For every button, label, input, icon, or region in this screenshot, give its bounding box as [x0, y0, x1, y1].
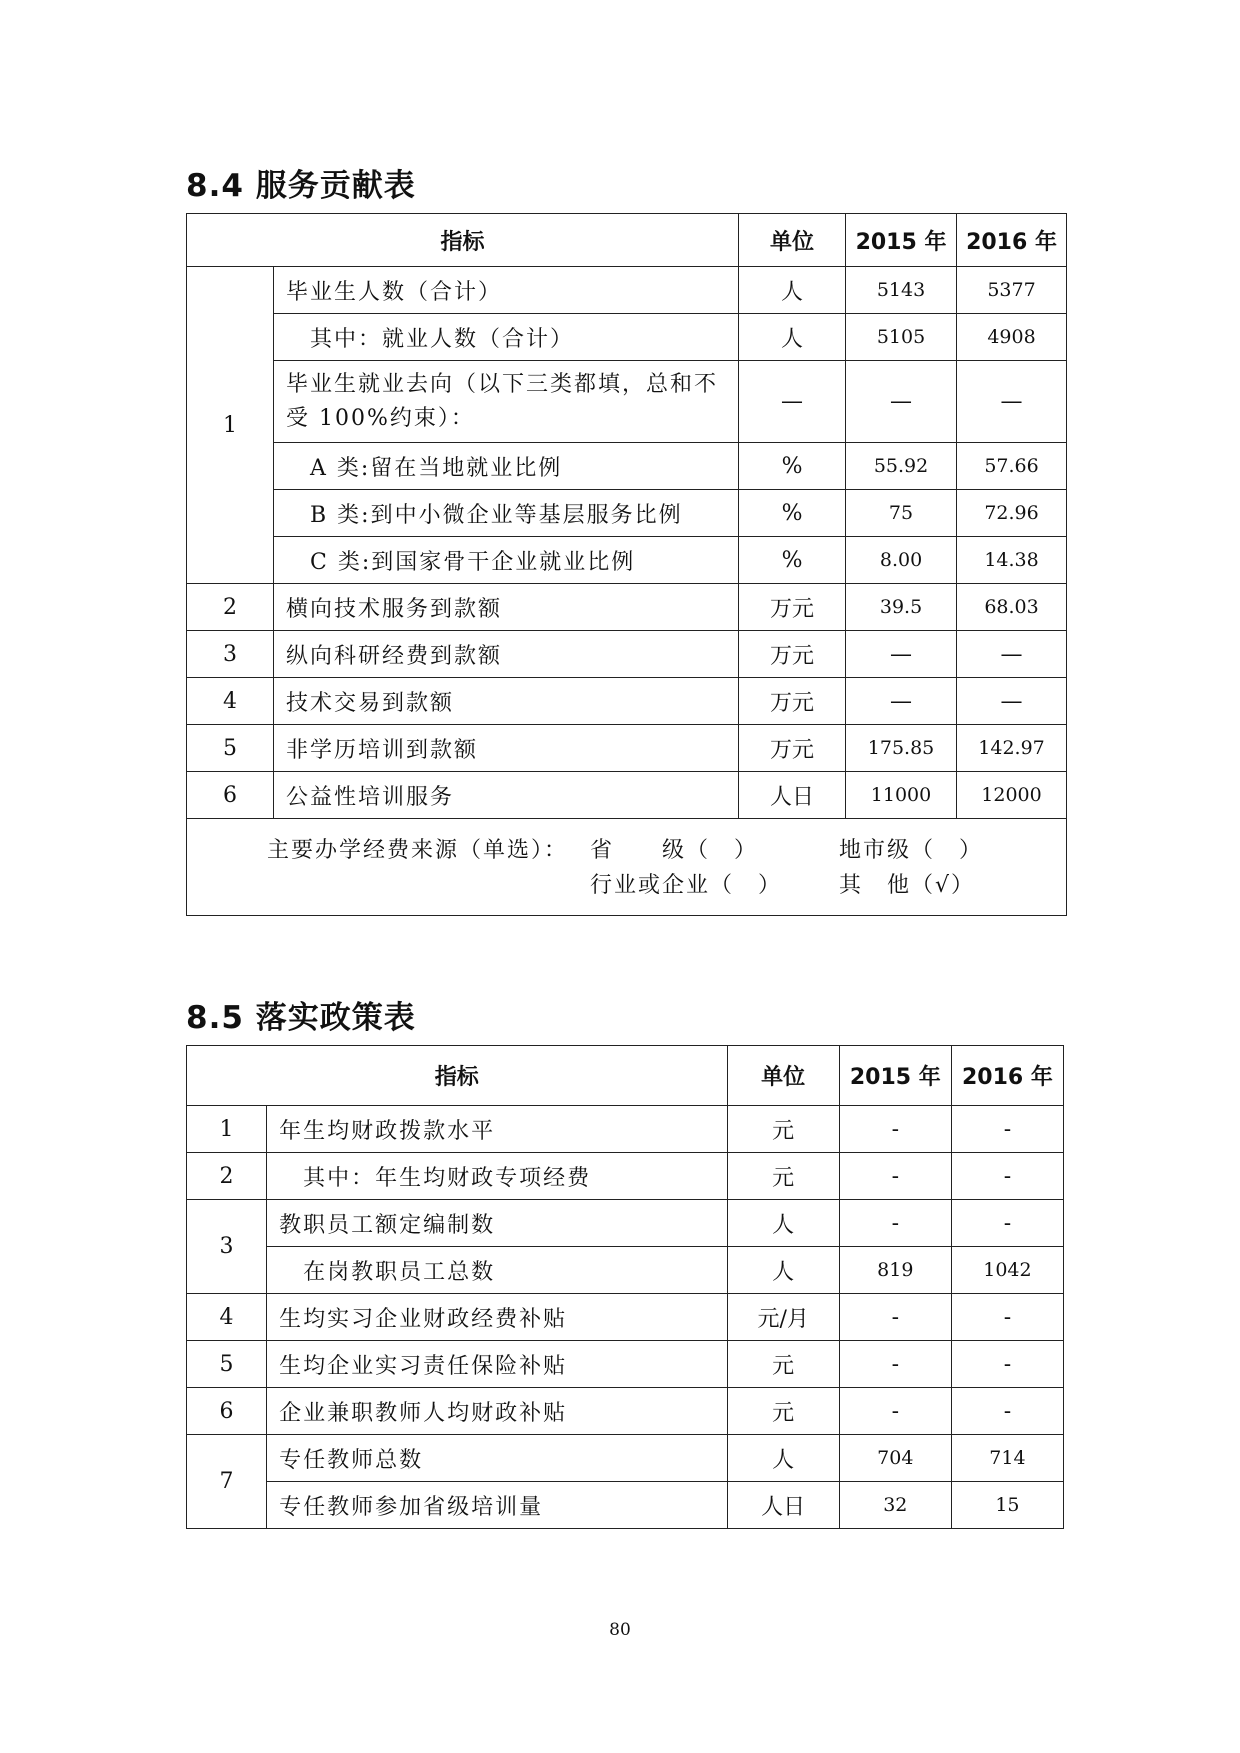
value-2015: 32	[839, 1482, 951, 1529]
row-label: 毕业生就业去向（以下三类都填，总和不受 100%约束）：	[274, 361, 739, 443]
table-row	[187, 678, 1067, 725]
row-unit: %	[739, 443, 846, 490]
table-row	[187, 1153, 1064, 1200]
table-row	[187, 443, 1067, 490]
table-row	[187, 1388, 1064, 1435]
value-2016: -	[951, 1388, 1063, 1435]
page-number: 80	[609, 1620, 631, 1640]
value-2015: —	[846, 678, 957, 725]
row-number: 4	[187, 678, 274, 725]
value-2016: 68.03	[957, 584, 1067, 631]
table-row	[187, 1341, 1064, 1388]
value-2015: -	[839, 1341, 951, 1388]
header-2016: 2016 年	[951, 1046, 1063, 1106]
value-2015: -	[839, 1294, 951, 1341]
value-2015: 55.92	[846, 443, 957, 490]
value-2015: 819	[839, 1247, 951, 1294]
row-number: 4	[187, 1294, 267, 1341]
row-unit: 元	[727, 1388, 839, 1435]
row-label: 专任教师参加省级培训量	[267, 1482, 728, 1529]
service-contribution-title: 8.4 服务贡献表	[186, 168, 416, 204]
table-row	[187, 631, 1067, 678]
header-indicator: 指标	[187, 1046, 728, 1106]
row-label: 公益性培训服务	[274, 772, 739, 819]
row-label: 技术交易到款额	[274, 678, 739, 725]
value-2016: -	[951, 1200, 1063, 1247]
table-row	[187, 1247, 1064, 1294]
row-label: 横向技术服务到款额	[274, 584, 739, 631]
funding-option-industry: 行业或企业（ ）	[590, 873, 783, 898]
table-row	[187, 772, 1067, 819]
value-2016: 14.38	[957, 537, 1067, 584]
table-row	[187, 361, 1067, 443]
row-label: 其中：就业人数（合计）	[274, 314, 739, 361]
row-label: 年生均财政拨款水平	[267, 1106, 728, 1153]
value-2016: 4908	[957, 314, 1067, 361]
row-unit: 元	[727, 1153, 839, 1200]
value-2016: 12000	[957, 772, 1067, 819]
row-unit: 人	[727, 1435, 839, 1482]
row-label: 企业兼职教师人均财政补贴	[267, 1388, 728, 1435]
value-2015: -	[839, 1200, 951, 1247]
header-2016: 2016 年	[957, 214, 1067, 267]
table-header-row	[187, 1046, 1064, 1106]
value-2016: —	[957, 631, 1067, 678]
row-label: 非学历培训到款额	[274, 725, 739, 772]
row-unit: 万元	[739, 584, 846, 631]
row-number: 5	[187, 725, 274, 772]
row-unit: 万元	[739, 631, 846, 678]
table-row	[187, 1106, 1064, 1153]
header-unit: 单位	[727, 1046, 839, 1106]
value-2015: —	[846, 631, 957, 678]
value-2015: -	[839, 1153, 951, 1200]
value-2015: 75	[846, 490, 957, 537]
row-unit: —	[739, 361, 846, 443]
header-unit: 单位	[739, 214, 846, 267]
table-row	[187, 537, 1067, 584]
row-unit: %	[739, 537, 846, 584]
value-2016: -	[951, 1153, 1063, 1200]
row-unit: 元	[727, 1106, 839, 1153]
row-unit: 人日	[739, 772, 846, 819]
value-2016: —	[957, 361, 1067, 443]
funding-option-province: 省 级（ ）	[590, 838, 759, 863]
table-row	[187, 725, 1067, 772]
row-number: 2	[187, 584, 274, 631]
row-unit: %	[739, 490, 846, 537]
value-2016: 1042	[951, 1247, 1063, 1294]
value-2015: 39.5	[846, 584, 957, 631]
value-2016: 57.66	[957, 443, 1067, 490]
service-contribution-table	[186, 213, 1067, 916]
row-unit: 元	[727, 1341, 839, 1388]
row-label: A 类:留在当地就业比例	[274, 443, 739, 490]
table-row	[187, 1200, 1064, 1247]
table-row	[187, 1294, 1064, 1341]
policy-implementation-table	[186, 1045, 1064, 1529]
row-unit: 万元	[739, 678, 846, 725]
row-unit: 人	[739, 314, 846, 361]
table-row	[187, 1435, 1064, 1482]
row-number: 1	[187, 267, 274, 584]
header-2015: 2015 年	[839, 1046, 951, 1106]
value-2016: -	[951, 1341, 1063, 1388]
value-2016: -	[951, 1294, 1063, 1341]
row-label: B 类:到中小微企业等基层服务比例	[274, 490, 739, 537]
value-2015: -	[839, 1106, 951, 1153]
row-label: 生均实习企业财政经费补贴	[267, 1294, 728, 1341]
policy-implementation-title: 8.5 落实政策表	[186, 1000, 416, 1036]
row-unit: 人	[739, 267, 846, 314]
row-unit: 人	[727, 1200, 839, 1247]
value-2016: 142.97	[957, 725, 1067, 772]
row-label: C 类:到国家骨干企业就业比例	[274, 537, 739, 584]
table-row	[187, 1482, 1064, 1529]
row-label: 在岗教职员工总数	[267, 1247, 728, 1294]
value-2015: 11000	[846, 772, 957, 819]
row-unit: 人	[727, 1247, 839, 1294]
row-label: 纵向科研经费到款额	[274, 631, 739, 678]
value-2016: -	[951, 1106, 1063, 1153]
row-unit: 人日	[727, 1482, 839, 1529]
value-2016: 72.96	[957, 490, 1067, 537]
row-number: 3	[187, 1200, 267, 1294]
value-2015: 8.00	[846, 537, 957, 584]
funding-prompt: 主要办学经费来源（单选）：	[267, 838, 569, 863]
funding-source-cell	[187, 819, 1067, 916]
row-number: 5	[187, 1341, 267, 1388]
row-unit: 万元	[739, 725, 846, 772]
value-2016: 714	[951, 1435, 1063, 1482]
row-number: 2	[187, 1153, 267, 1200]
row-number: 7	[187, 1435, 267, 1529]
table-row	[187, 584, 1067, 631]
value-2015: -	[839, 1388, 951, 1435]
table-header-row	[187, 214, 1067, 267]
row-label: 毕业生人数（合计）	[274, 267, 739, 314]
row-label: 专任教师总数	[267, 1435, 728, 1482]
row-label: 其中：年生均财政专项经费	[267, 1153, 728, 1200]
value-2015: 5105	[846, 314, 957, 361]
row-number: 1	[187, 1106, 267, 1153]
table-row	[187, 490, 1067, 537]
value-2016: 15	[951, 1482, 1063, 1529]
value-2016: 5377	[957, 267, 1067, 314]
table-row	[187, 267, 1067, 314]
value-2015: 5143	[846, 267, 957, 314]
row-label: 生均企业实习责任保险补贴	[267, 1341, 728, 1388]
row-number: 3	[187, 631, 274, 678]
row-unit: 元/月	[727, 1294, 839, 1341]
value-2016: —	[957, 678, 1067, 725]
value-2015: —	[846, 361, 957, 443]
row-number: 6	[187, 1388, 267, 1435]
value-2015: 704	[839, 1435, 951, 1482]
funding-source-row	[187, 819, 1067, 916]
funding-option-city: 地市级（ ）	[839, 838, 984, 863]
header-2015: 2015 年	[846, 214, 957, 267]
row-number: 6	[187, 772, 274, 819]
table-row	[187, 314, 1067, 361]
header-indicator: 指标	[187, 214, 739, 267]
value-2015: 175.85	[846, 725, 957, 772]
funding-option-other: 其 他（√）	[839, 873, 976, 898]
row-label: 教职员工额定编制数	[267, 1200, 728, 1247]
